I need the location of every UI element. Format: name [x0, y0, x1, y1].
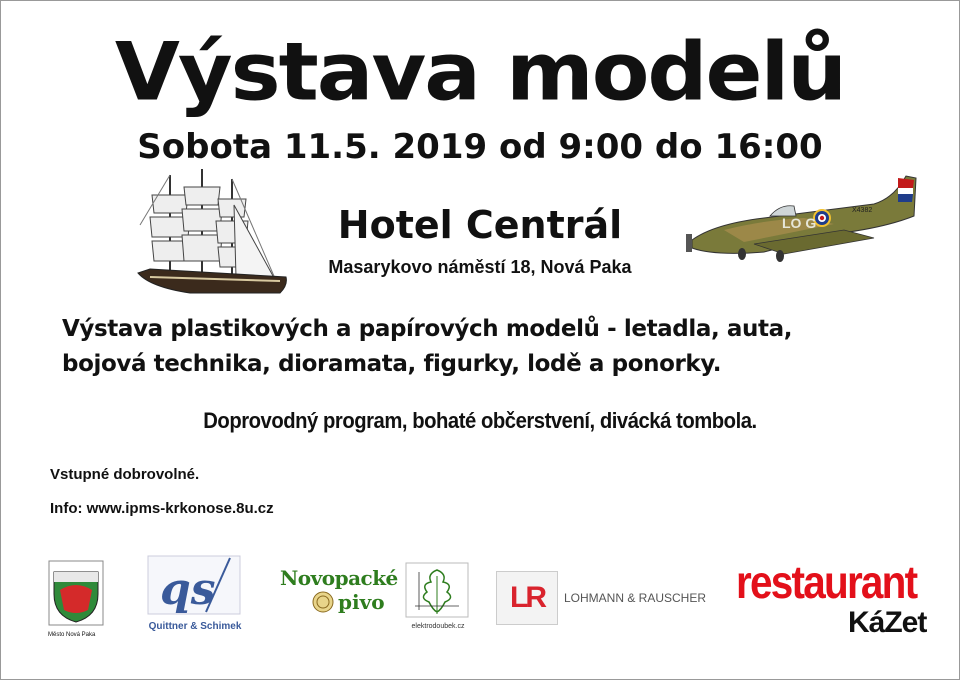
accompanying-program: Doprovodný program, bohaté občerstvení, divácká tombola. [203, 408, 757, 433]
novopacke-pivo-logo [280, 566, 398, 626]
event-date-time: Sobota 11.5. 2019 od 9:00 do 16:00 [137, 127, 823, 167]
sailing-ship-image [130, 165, 290, 305]
kazet-word: KáZet [848, 606, 927, 639]
restaurant-kazet-logo [736, 558, 940, 654]
qs-mark-icon [146, 554, 242, 616]
restaurant-word: restaurant [736, 556, 917, 608]
poster-title: Výstava modelů [114, 25, 846, 119]
venue-name: Hotel Centrál [337, 203, 623, 247]
spitfire-plane-image [684, 168, 924, 268]
beer-brand-line2: pivo [338, 590, 385, 614]
lr-mark-box [496, 571, 558, 625]
town-crest-logo [48, 560, 106, 640]
qs-company-name: Quittner & Schimek [148, 621, 242, 632]
lr-company-name: LOHMANN & RAUSCHER [564, 591, 707, 605]
description-line: Výstava plastikových a papírových modelů - letadla, auta, [62, 316, 793, 342]
quittner-schimek-logo [146, 554, 244, 636]
lr-mark-text: LR [510, 581, 544, 614]
qs-mark-text: qs [160, 564, 216, 615]
entry-fee-note: Vstupné dobrovolné. [50, 466, 200, 483]
lohmann-rauscher-logo [496, 570, 722, 626]
plane-code-text: LO G [782, 215, 817, 231]
exhibition-description [62, 312, 922, 382]
oak-leaf-icon [405, 562, 469, 618]
beer-seal-icon [312, 591, 334, 613]
beer-brand-line1: Novopacké [280, 566, 398, 590]
elektrodoubek-logo [405, 562, 471, 632]
elektrodoubek-name: elektrodoubek.cz [411, 623, 465, 630]
venue-address: Masarykovo náměstí 18, Nová Paka [328, 257, 632, 277]
town-name: Město Nová Paka [48, 632, 96, 638]
town-crest-icon [48, 560, 104, 626]
plane-serial-text: X4382 [852, 207, 873, 214]
info-website: Info: www.ipms-krkonose.8u.cz [50, 500, 274, 517]
description-line: bojová technika, dioramata, figurky, lodě a ponorky. [62, 351, 722, 377]
